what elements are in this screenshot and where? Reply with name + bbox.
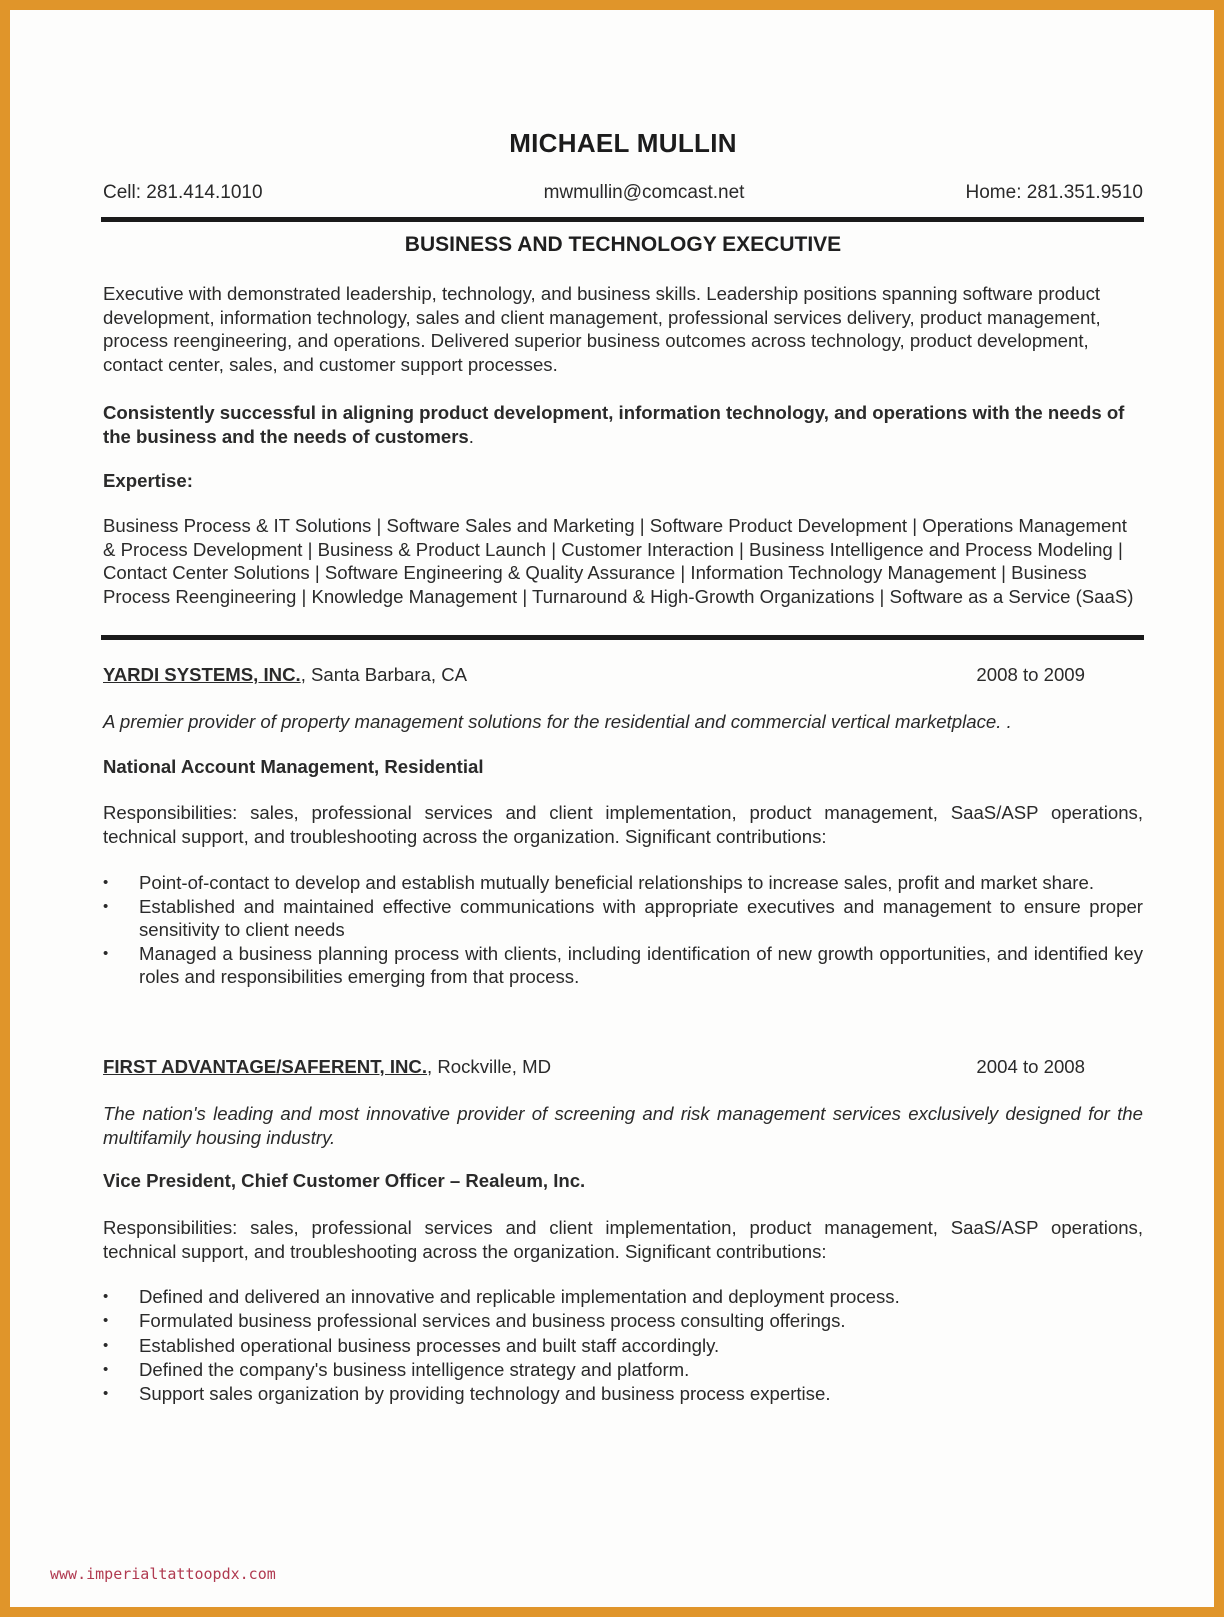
watermark-text: www.imperialtattoopdx.com <box>50 1565 276 1583</box>
bullet-icon: • <box>103 1360 109 1378</box>
professional-headline: BUSINESS AND TECHNOLOGY EXECUTIVE <box>404 233 842 256</box>
job-dates: 2004 to 2008 <box>976 1056 1085 1077</box>
header-divider <box>101 217 1144 222</box>
bullet-icon: • <box>103 1312 109 1330</box>
list-item <box>103 895 1143 942</box>
bullet-icon: • <box>103 1336 109 1354</box>
job-title: National Account Management, Residential <box>103 756 484 777</box>
bullet-icon: • <box>103 1288 109 1305</box>
section-divider <box>101 635 1144 640</box>
expertise-heading: Expertise: <box>103 470 193 491</box>
list-item <box>103 1382 1143 1406</box>
cell-phone: Cell: 281.414.1010 <box>103 182 263 203</box>
job-dates: 2008 to 2009 <box>976 664 1085 685</box>
list-item <box>103 1334 1143 1358</box>
summary-emphasis-text: Consistently successful in aligning product development, information technology, and operations with the needs of the business and the needs of customers <box>103 402 1125 447</box>
bullet-icon: • <box>103 1385 109 1403</box>
responsibilities: Responsibilities: sales, professional services and client implementation, product management, SaaS/ASP operations, technical support, and troubleshooting across the organization. Significant contributions: <box>103 802 1143 847</box>
list-item <box>103 1309 1143 1333</box>
job-header-first-advantage <box>103 1056 1143 1078</box>
list-item <box>103 1358 1143 1382</box>
expertise-list: Business Process & IT Solutions | Software Sales and Marketing | Software Product Development | Operations Management & Process Development | Business & Product Launch | Customer Interaction | Business Intelligence and Process Modeling | Contact Center Solutions | Software Engineering & Quality Assurance | Information Technology Management | Business Process Reengineering | Knowledge Management | Turnaround & High-Growth Organizations | Software as a Service (SaaS) <box>103 515 1134 607</box>
job-title: Vice President, Chief Customer Officer – Realeum, Inc. <box>103 1170 586 1191</box>
bullet-icon: • <box>103 897 109 915</box>
contact-row <box>103 182 1143 204</box>
bullet-text: Established and maintained effective communications with appropriate executives and management to ensure proper sensitivity to client needs <box>139 895 1143 940</box>
bullet-icon: • <box>103 874 109 891</box>
list-item <box>103 942 1143 989</box>
summary-emphasis <box>103 401 1143 448</box>
summary-emphasis-end: . <box>468 425 474 447</box>
email-address: mwmullin@comcast.net <box>543 182 745 203</box>
company-description: The nation's leading and most innovative provider of screening and risk management services exclusively designed for the multifamily housing industry. <box>103 1103 1143 1148</box>
bullet-icon: • <box>103 944 109 962</box>
company-name: YARDI SYSTEMS, INC. <box>103 664 301 685</box>
job-header-yardi <box>103 664 1143 686</box>
contributions-list <box>103 1285 1143 1406</box>
company-location: , Santa Barbara, CA <box>300 664 468 685</box>
bullet-text: Defined and delivered an innovative and replicable implementation and deployment process. <box>139 1286 900 1307</box>
bullet-text: Defined the company's business intelligence strategy and platform. <box>139 1358 690 1380</box>
company-description: A premier provider of property management solutions for the residential and commercial vertical marketplace. . <box>103 711 1012 732</box>
bullet-text: Established operational business processes and built staff accordingly. <box>139 1334 720 1356</box>
company-name: FIRST ADVANTAGE/SAFERENT, INC. <box>103 1056 428 1077</box>
summary-paragraph: Executive with demonstrated leadership, technology, and business skills. Leadership positions spanning software product development, information technology, sales and client management, professional services delivery, product management, process reengineering, and operations. Delivered superior business outcomes across technology, product development, contact center, sales, and customer support processes. <box>103 283 1101 375</box>
responsibilities: Responsibilities: sales, professional services and client implementation, product management, SaaS/ASP operations, technical support, and troubleshooting across the organization. Significant contributions: <box>103 1217 1143 1262</box>
bullet-text: Managed a business planning process with clients, including identification of new growth opportunities, and identified key roles and responsibilities emerging from that process. <box>139 942 1143 987</box>
list-item <box>103 871 1143 895</box>
bullet-text: Point-of-contact to develop and establish mutually beneficial relationships to increase sales, profit and market share. <box>139 872 1094 893</box>
home-phone: Home: 281.351.9510 <box>965 182 1143 203</box>
bullet-text: Formulated business professional services and business process consulting offerings. <box>139 1310 846 1332</box>
list-item <box>103 1285 1143 1309</box>
company-location: , Rockville, MD <box>427 1056 552 1077</box>
contributions-list <box>103 871 1143 989</box>
bullet-text: Support sales organization by providing technology and business process expertise. <box>139 1383 831 1405</box>
candidate-name: MICHAEL MULLIN <box>509 128 737 158</box>
